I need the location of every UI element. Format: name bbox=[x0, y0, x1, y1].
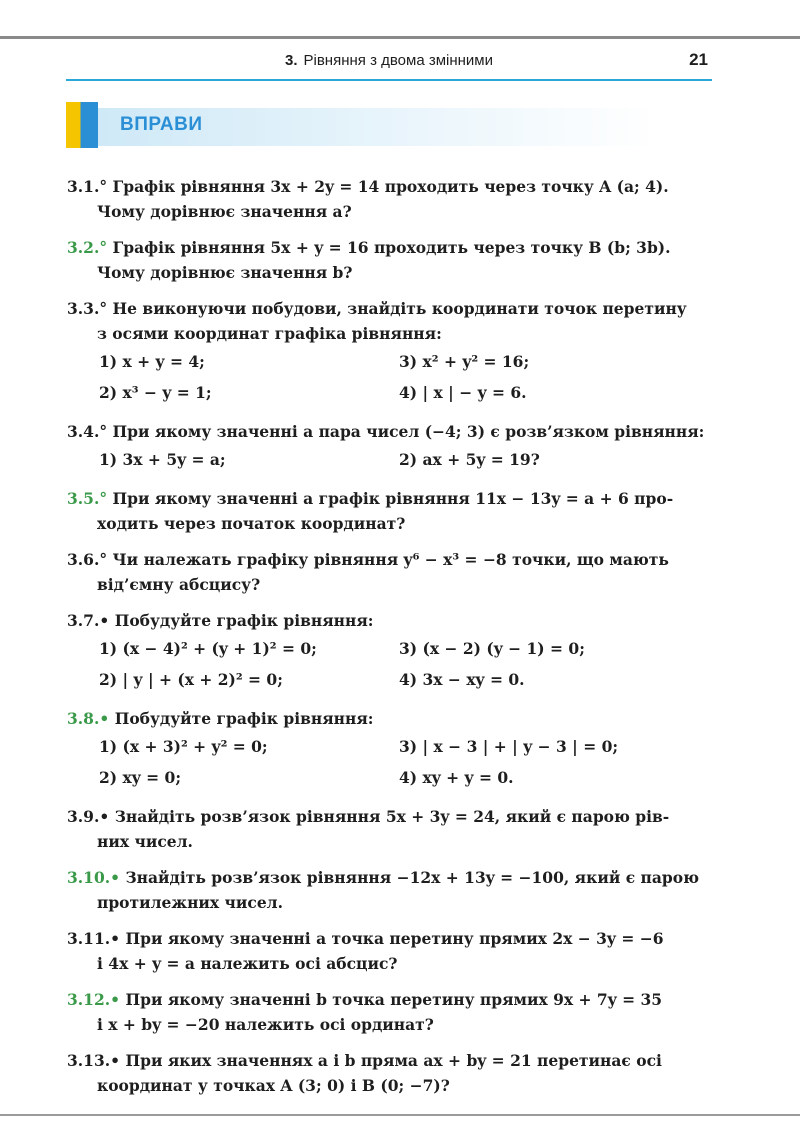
exercise-text: Знайдіть розв’язок рівняння 5x + 3y = 24, який є парою рів- bbox=[114, 807, 670, 826]
sub-item: 2) xy = 0; bbox=[99, 768, 182, 787]
sub-item: 1) (x − 4)² + (y + 1)² = 0; bbox=[99, 639, 317, 658]
exercise bbox=[67, 296, 711, 408]
exercise-number: 3.13.• bbox=[67, 1051, 121, 1070]
exercise-list bbox=[67, 174, 711, 1109]
exercise-text: При якому значенні a графік рівняння 11x − 13y = a + 6 про- bbox=[112, 489, 674, 508]
sub-item: 1) x + y = 4; bbox=[99, 352, 205, 371]
watermark bbox=[0, 0, 1, 1]
sub-item: 1) 3x + 5y = a; bbox=[99, 450, 226, 469]
exercise-text: При якому значенні a пара чисел (−4; 3) є розв’язком рівняння: bbox=[112, 422, 705, 441]
exercise-number: 3.4.° bbox=[67, 422, 108, 441]
exercise-first-line bbox=[67, 486, 711, 511]
exercise-text-continued: і 4x + y = a належить осі абсцис? bbox=[97, 954, 398, 973]
exercise-number: 3.5.° bbox=[67, 489, 108, 508]
exercise bbox=[67, 804, 711, 854]
sub-item: 4) 3x − xy = 0. bbox=[399, 670, 525, 689]
exercise bbox=[67, 174, 711, 224]
exercise-text: Побудуйте графік рівняння: bbox=[114, 611, 374, 630]
exercise bbox=[67, 608, 711, 695]
chapter-title: Рівняння з двома змінними bbox=[303, 52, 493, 69]
page-number: 21 bbox=[689, 50, 708, 69]
exercise-number: 3.10.• bbox=[67, 868, 121, 887]
sub-item: 3) x² + y² = 16; bbox=[399, 352, 530, 371]
sub-items bbox=[67, 444, 711, 475]
sub-items bbox=[67, 346, 711, 408]
exercise-first-line bbox=[67, 419, 711, 444]
running-title bbox=[66, 52, 712, 69]
exercise-first-line bbox=[67, 804, 711, 829]
header-rule bbox=[66, 79, 712, 81]
exercise-text: Не виконуючи побудови, знайдіть координати точок перетину bbox=[112, 299, 687, 318]
exercise bbox=[67, 235, 711, 285]
sub-item: 3) (x − 2) (y − 1) = 0; bbox=[399, 639, 585, 658]
exercise-number: 3.11.• bbox=[67, 929, 121, 948]
exercise-text: Знайдіть розв’язок рівняння −12x + 13y = −100, який є парою bbox=[125, 868, 699, 887]
exercise-first-line bbox=[67, 926, 711, 951]
exercise bbox=[67, 987, 711, 1037]
sub-item: 2) ax + 5y = 19? bbox=[399, 450, 540, 469]
section-marker bbox=[66, 102, 98, 148]
bottom-rule bbox=[0, 1114, 800, 1116]
exercise-text: Побудуйте графік рівняння: bbox=[114, 709, 374, 728]
exercise-first-line bbox=[67, 547, 711, 572]
sub-item: 2) | y | + (x + 2)² = 0; bbox=[99, 670, 283, 689]
exercise bbox=[67, 706, 711, 793]
exercise-number: 3.8.• bbox=[67, 709, 110, 728]
exercise-text-continued: ходить через початок координат? bbox=[97, 514, 406, 533]
exercise-first-line bbox=[67, 987, 711, 1012]
exercise-number: 3.12.• bbox=[67, 990, 121, 1009]
exercise bbox=[67, 1048, 711, 1098]
exercise-first-line bbox=[67, 608, 711, 633]
exercise bbox=[67, 865, 711, 915]
exercise-text: При яких значеннях a і b пряма ax + by = 21 перетинає осі bbox=[125, 1051, 662, 1070]
exercise-first-line bbox=[67, 706, 711, 731]
exercise-number: 3.2.° bbox=[67, 238, 108, 257]
sub-item: 1) (x + 3)² + y² = 0; bbox=[99, 737, 268, 756]
exercise bbox=[67, 486, 711, 536]
exercise-first-line bbox=[67, 235, 711, 260]
sub-item: 2) x³ − y = 1; bbox=[99, 383, 212, 402]
sub-item: 4) | x | − y = 6. bbox=[399, 383, 527, 402]
exercise-number: 3.9.• bbox=[67, 807, 110, 826]
sub-item: 4) xy + y = 0. bbox=[399, 768, 514, 787]
sub-items bbox=[67, 731, 711, 793]
chapter-number: 3. bbox=[284, 52, 298, 69]
exercise-first-line bbox=[67, 174, 711, 199]
exercise-text: Графік рівняння 3x + 2y = 14 проходить через точку A (a; 4). bbox=[112, 177, 669, 196]
exercise-text-continued: і x + by = −20 належить осі ординат? bbox=[97, 1015, 434, 1034]
exercise-text: Графік рівняння 5x + y = 16 проходить через точку B (b; 3b). bbox=[112, 238, 671, 257]
exercise-first-line bbox=[67, 1048, 711, 1073]
exercise-first-line bbox=[67, 296, 711, 321]
exercise-number: 3.6.° bbox=[67, 550, 108, 569]
exercise bbox=[67, 926, 711, 976]
exercise-text: Чи належать графіку рівняння y⁶ − x³ = −8 точки, що мають bbox=[112, 550, 669, 569]
exercise-first-line bbox=[67, 865, 711, 890]
exercise bbox=[67, 547, 711, 597]
exercise bbox=[67, 419, 711, 475]
exercise-number: 3.7.• bbox=[67, 611, 110, 630]
sub-item: 3) | x − 3 | + | y − 3 | = 0; bbox=[399, 737, 619, 756]
exercise-text-continued: протилежних чисел. bbox=[97, 893, 284, 912]
top-rule bbox=[0, 36, 800, 39]
section-title: ВПРАВИ bbox=[120, 114, 203, 135]
exercise-text-continued: від’ємну абсцису? bbox=[97, 575, 261, 594]
exercise-text-continued: Чому дорівнює значення a? bbox=[97, 202, 352, 221]
exercise-text-continued: координат у точках A (3; 0) і B (0; −7)? bbox=[97, 1076, 450, 1095]
exercise-text: При якому значенні b точка перетину прямих 9x + 7y = 35 bbox=[125, 990, 663, 1009]
sub-items bbox=[67, 633, 711, 695]
exercise-number: 3.3.° bbox=[67, 299, 108, 318]
exercise-text-continued: з осями координат графіка рівняння: bbox=[97, 324, 442, 343]
exercise-text: При якому значенні a точка перетину прямих 2x − 3y = −6 bbox=[125, 929, 664, 948]
exercise-text-continued: Чому дорівнює значення b? bbox=[97, 263, 353, 282]
page-header bbox=[66, 50, 712, 76]
exercise-text-continued: них чисел. bbox=[97, 832, 193, 851]
exercise-number: 3.1.° bbox=[67, 177, 108, 196]
